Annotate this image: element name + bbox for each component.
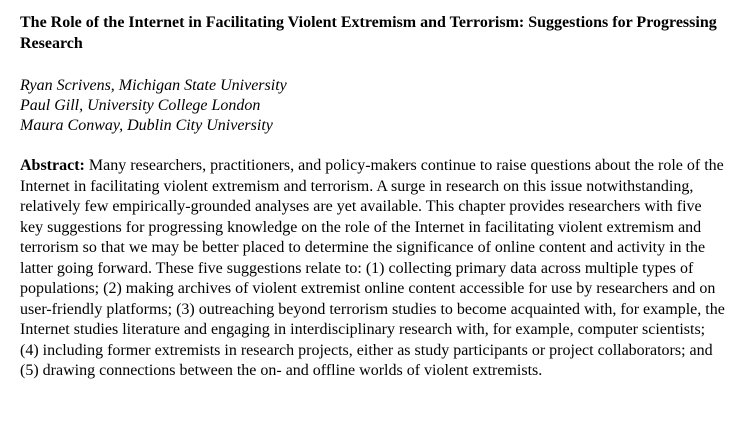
abstract — [20, 156, 725, 382]
author-2: Paul Gill, University College London — [20, 97, 261, 114]
abstract-text: Many researchers, practitioners, and policy-makers continue to raise questions about the role of the Internet in facilitating violent extremism and terrorism. A surge in research on this issue notwithstanding, relatively few empirically-grounded analyses are yet available. This chapter provides researchers with five key suggestions for progressing knowledge on the role of the Internet in facilitating violent extremism and terrorism so that we may be better placed to determine the significance of online content and activity in the latter going forward. These five suggestions relate to: (1) collecting primary data across multiple types of populations; (2) making archives of violent extremist online content accessible for use by researchers and on user-friendly platforms; (3) outreaching beyond terrorism studies to become acquainted with, for example, the Internet studies literature and engaging in interdisciplinary research with, for example, computer scientists; (4) including former extremists in research projects, either as study participants or project collaborators; and (5) drawing connections between the on- and offline worlds of violent extremists. — [20, 157, 725, 379]
abstract-label: Abstract: — [20, 157, 85, 174]
paper-title: The Role of the Internet in Facilitating Violent Extremism and Terrorism: Suggestions for Progressing Research — [20, 14, 717, 52]
paper-page — [20, 12, 725, 398]
author-3: Maura Conway, Dublin City University — [20, 117, 273, 134]
author-1: Ryan Scrivens, Michigan State University — [20, 77, 287, 94]
author-list — [20, 76, 725, 136]
